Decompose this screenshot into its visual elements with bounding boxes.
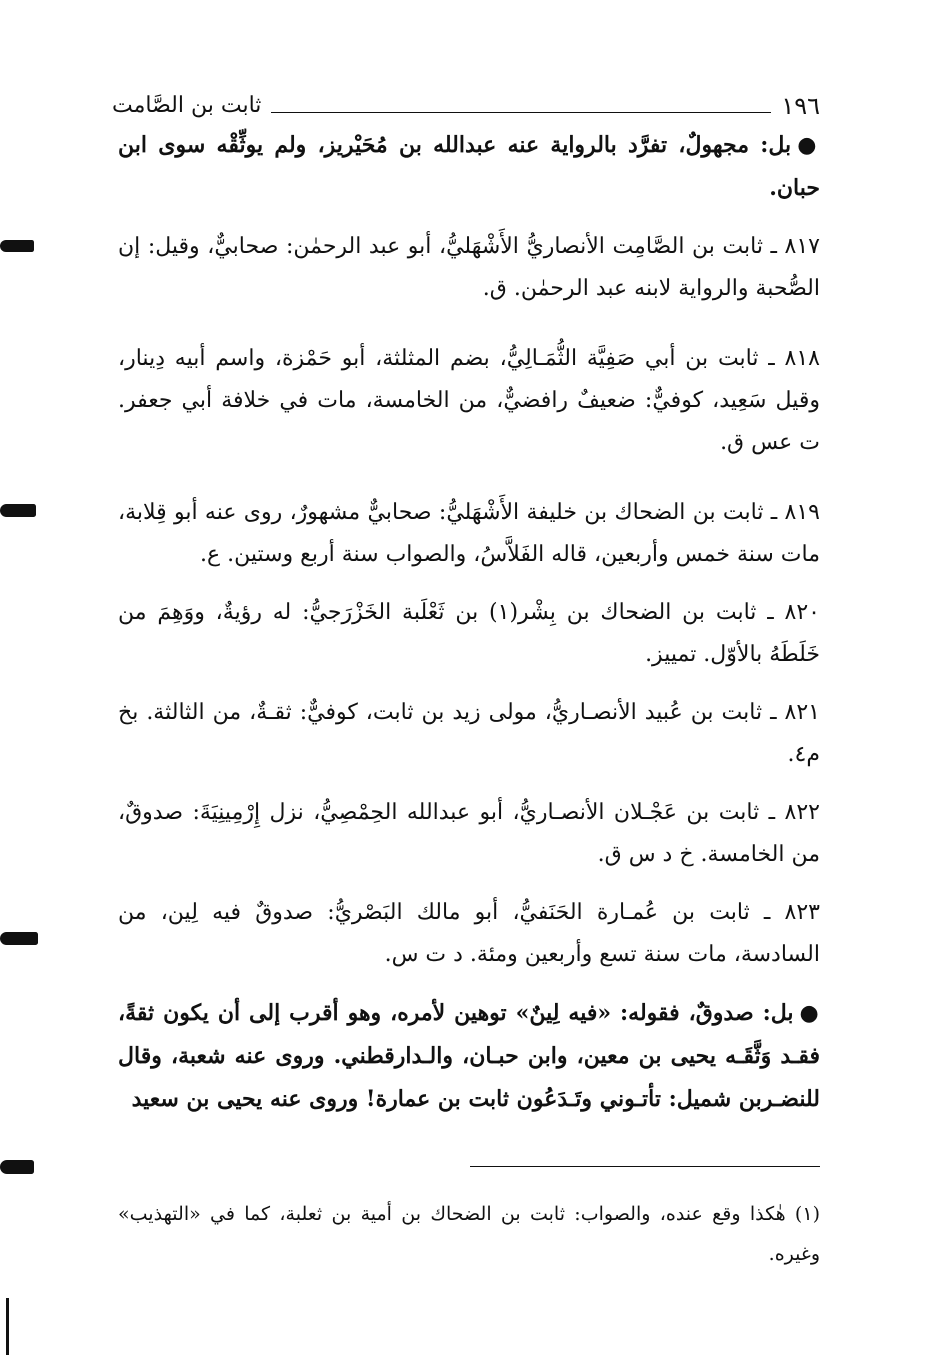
paragraph-text: ٨٢٠ ـ ثابت بن الضحاك بن بِشْر(١) بن ثَعْلَبة الخَزْرَجيُّ: له رؤيةٌ، ووَهِمَ من خَلَطَهُ بالأوّل. تمييز. [118,600,820,667]
biography-entry [118,592,820,676]
footnote-separator [470,1166,820,1167]
bullet-icon: ● [799,1001,821,1026]
biography-entry [118,692,820,776]
biography-entry [118,892,820,976]
footnote-text: (١) هٰكذا وقع عنده، والصواب: ثابت بن الضحاك بن أمية بن ثعلبة، كما في «التهذيب» وغيره. [118,1203,820,1265]
paragraph-text: ٨١٧ ـ ثابت بن الصَّامِت الأنصاريُّ الأَشْهَليُّ، أبو عبد الرحمٰن: صحابيٌّ، وقيل: إن الصُّحبة والرواية لابنه عبد الرحمٰن. ق. [118,234,820,301]
binder-mark [0,932,38,945]
main-text [118,124,820,1149]
biography-entry [118,338,820,464]
bullet-icon: ● [797,133,820,158]
paragraph-text: بل: مجهولٌ، تفرَّد بالرواية عنه عبدالله بن مُحَيْريز، ولم يوثِّقْه سوى ابن حبان. [118,132,820,201]
binder-mark [0,1160,34,1174]
commentary-paragraph [118,992,820,1121]
running-title: ثابت بن الصَّامت [112,93,262,118]
biography-entry [118,226,820,310]
scan-edge-line [6,1298,9,1355]
paragraph-text: بل: صدوقٌ، فقوله: «فيه لِينٌ» توهين لأمره، وهو أقرب إلى أن يكون ثقةً، فقـد وَثَّقَـه يحيى بن معين، وابن حبـان، والـدارقطني. وروى عنه شعبة، وقال للنضـربن شميل: تأتـوني وتَـدَعُون ثابت بن عمارة! وروى عنه يحيى بن سعيد [118,1000,820,1112]
running-header [112,84,820,120]
footnote [118,1194,820,1274]
paragraph-text: ٨١٩ ـ ثابت بن الضحاك بن خليفة الأَشْهَليُّ: صحابيٌّ مشهورٌ، روى عنه أبو قِلابة، مات سنة خمس وأربعين، قاله الفَلاَّسُ، والصواب سنة أربع وستين. ع. [118,500,820,567]
header-rule [271,112,771,113]
page-number: ١٩٦ [781,92,820,120]
paragraph-text: ٨٢٢ ـ ثابت بن عَجْـلان الأنصـاريُّ، أبو عبدالله الحِمْصِيُّ، نزل إِرْمِينِيَةَ: صدوقٌ، من الخامسة. خ د س ق. [118,800,820,867]
paragraph-text: ٨٢١ ـ ثابت بن عُبيد الأنصـاريُّ، مولى زيد بن ثابت، كوفيٌّ: ثقـةٌ، من الثالثة. بخ م٤. [118,700,820,767]
biography-entry [118,792,820,876]
commentary-paragraph [118,124,820,210]
biography-entry [118,492,820,576]
paragraph-text: ٨٢٣ ـ ثابت بن عُمـارة الحَنَفيُّ، أبو مالك البَصْريُّ: صدوقٌ فيه لِين، من السادسة، مات سنة تسع وأربعين ومئة. د ت س. [118,900,820,967]
paragraph-text: ٨١٨ ـ ثابت بن أبي صَفِيَّة الثُّمَـالِيُّ، بضم المثلثة، أبو حَمْزة، واسم أبيه دِينار، وقيل سَعِيد، كوفيٌّ: ضعيفٌ رافضيٌّ، من الخامسة، مات في خلافة أبي جعفر. ت عس ق. [118,346,820,455]
binder-mark [0,504,36,517]
binder-mark [0,240,34,252]
